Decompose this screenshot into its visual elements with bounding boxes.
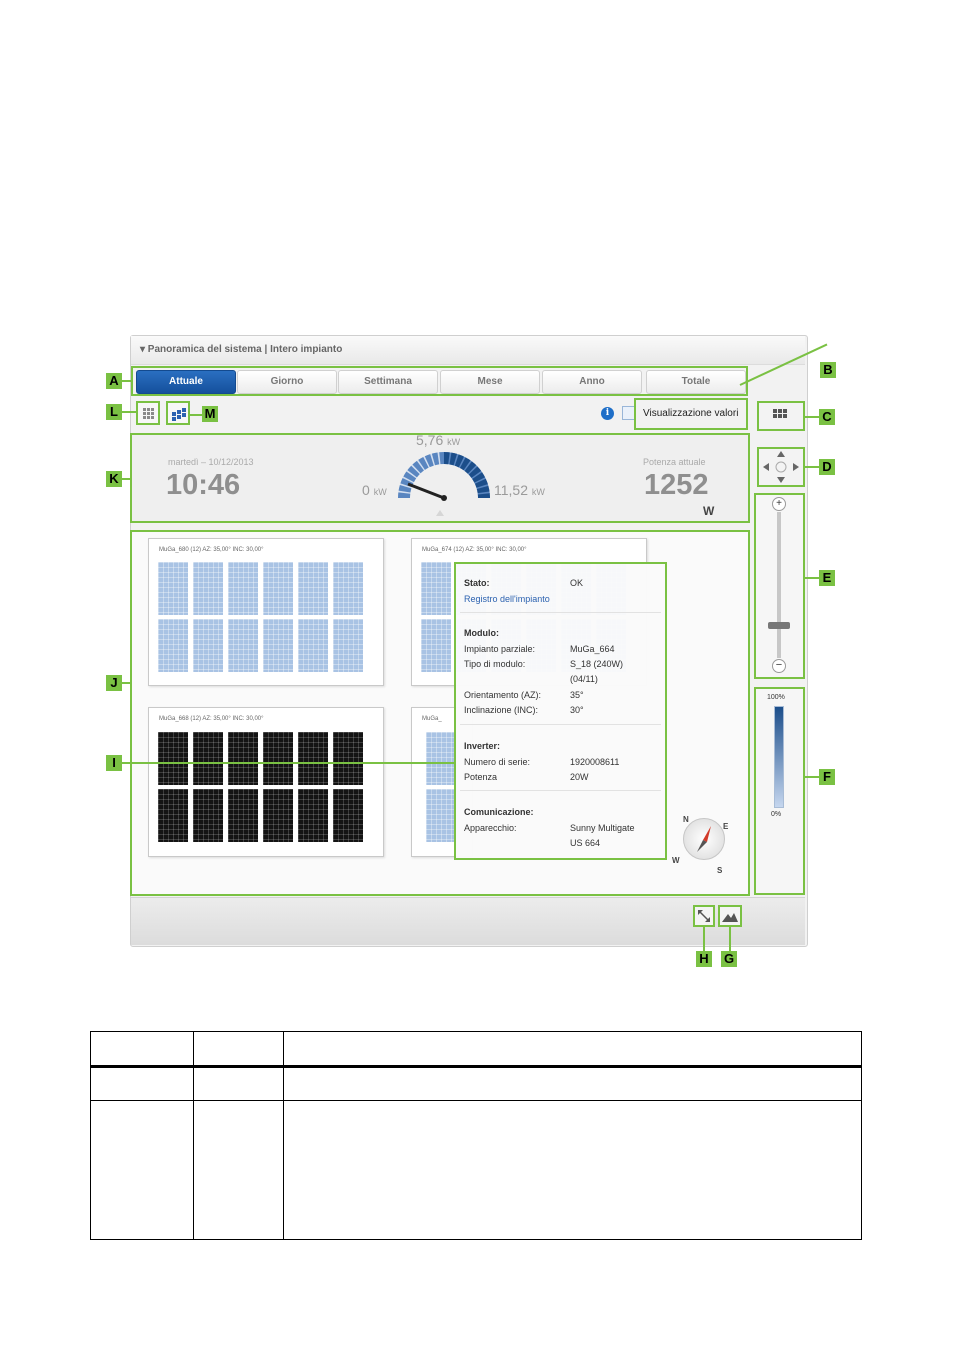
compass-w: W [672, 856, 680, 865]
leader-k [122, 478, 131, 480]
compass-e: E [723, 822, 729, 831]
leader-i [122, 762, 454, 764]
power-scale-bar [774, 706, 784, 808]
module-group-title: MuGa_ [422, 716, 442, 722]
inverter-power-value: 20W [570, 772, 589, 782]
inverter-heading: Inverter: [464, 741, 501, 751]
callout-i: I [106, 755, 122, 771]
scale-bottom-label: 0% [771, 811, 782, 818]
tab-anno[interactable]: Anno [542, 370, 642, 394]
callout-g: G [721, 951, 737, 967]
leader-d [805, 466, 819, 468]
module-group-title: MuGa_674 (12) AZ: 35,00° INC: 30,00° [422, 547, 527, 553]
compass-needle [683, 818, 725, 860]
leader-h [703, 927, 705, 951]
module-group-680[interactable] [148, 538, 384, 686]
tab-mese[interactable]: Mese [440, 370, 540, 394]
gauge-max-unit: kW [447, 437, 461, 447]
grid-icon [138, 403, 158, 423]
device-label: Apparecchio: [464, 823, 517, 833]
callout-k: K [106, 471, 122, 487]
tab-settimana[interactable]: Settimana [338, 370, 438, 394]
callout-l: L [106, 404, 122, 420]
current-power-label: Potenza attuale [643, 457, 706, 467]
compass-n: N [683, 815, 689, 824]
callout-b: B [820, 362, 836, 378]
tab-attuale[interactable]: Attuale [136, 370, 236, 394]
leader-m [190, 414, 202, 416]
leader-c [805, 416, 819, 418]
tab-totale[interactable]: Totale [646, 370, 746, 394]
gauge-min-unit: kW [373, 487, 387, 497]
serial-value: 1920008611 [570, 757, 620, 767]
subplant-label: Impianto parziale: [464, 644, 536, 654]
module-group-668[interactable] [148, 707, 384, 857]
inclination-value: 30° [570, 705, 584, 715]
device-id: US 664 [570, 838, 601, 848]
subplant-value: MuGa_664 [570, 644, 615, 654]
fullscreen-button[interactable] [693, 905, 715, 927]
gauge-max-number: 5,76 [416, 432, 444, 448]
solar-modules-icon [168, 403, 188, 423]
gauge-needle [408, 484, 444, 498]
landscape-icon [720, 907, 740, 925]
current-power-unit: W [703, 504, 715, 518]
module-heading: Modulo: [464, 628, 499, 638]
pan-control[interactable] [757, 447, 805, 487]
callout-a: A [106, 373, 122, 389]
azimuth-value: 35° [570, 690, 584, 700]
module-type-label: Tipo di modulo: [464, 659, 526, 669]
layout-toggle-button[interactable] [757, 401, 805, 431]
module-type-date: (04/11) [570, 674, 598, 684]
grid-icon [771, 407, 789, 425]
module-group-title: MuGa_680 (12) AZ: 35,00° INC: 30,00° [159, 547, 264, 553]
device-value: Sunny Multigate [570, 823, 635, 833]
compass-s: S [717, 866, 723, 875]
current-power-value: 1252 [644, 469, 709, 501]
value-display-toggle[interactable]: Visualizzazione valori [643, 408, 739, 419]
gauge-right-number: 11,52 [494, 482, 528, 498]
status-value: OK [570, 578, 584, 588]
callout-e: E [819, 570, 835, 586]
pan-arrows-icon [759, 449, 803, 485]
grid-view-button[interactable] [136, 401, 160, 425]
azimuth-label: Orientamento (AZ): [464, 690, 542, 700]
leader-g [729, 927, 731, 951]
plant-log-link[interactable]: Registro dell'impianto [464, 594, 550, 604]
zoom-track[interactable] [777, 512, 781, 658]
module-layout-button[interactable] [166, 401, 190, 425]
zoom-in-button[interactable]: + [772, 497, 786, 511]
module-group-title: MuGa_668 (12) AZ: 35,00° INC: 30,00° [159, 716, 264, 722]
callout-j: J [106, 675, 122, 691]
communication-heading: Comunicazione: [464, 807, 534, 817]
gauge-min-value [362, 482, 387, 498]
module-type-value: S_18 (240W) [570, 659, 624, 669]
module-info-popup [454, 562, 667, 860]
leader-f [805, 776, 819, 778]
gauge-right-unit: kW [531, 487, 545, 497]
current-time: 10:46 [166, 469, 241, 501]
leader-j [122, 682, 131, 684]
gauge-max-value [416, 432, 460, 448]
callout-d: D [819, 459, 835, 475]
callout-f: F [819, 769, 835, 785]
serial-label: Numero di serie: [464, 757, 531, 767]
legend-table [90, 1031, 862, 1240]
info-icon[interactable]: i [601, 407, 614, 420]
leader-a [122, 380, 132, 382]
gauge-right-value [494, 482, 545, 498]
inclination-label: Inclinazione (INC): [464, 705, 539, 715]
current-date: martedì – 10/12/2013 [168, 457, 254, 467]
callout-h: H [696, 951, 712, 967]
callout-m: M [202, 406, 218, 422]
callout-c: C [819, 409, 835, 425]
power-gauge [396, 450, 492, 522]
tab-giorno[interactable]: Giorno [237, 370, 337, 394]
expand-icon [695, 907, 713, 925]
zoom-thumb[interactable] [768, 622, 790, 629]
panel-title[interactable]: ▾ Panoramica del sistema | Intero impianto [140, 344, 343, 355]
inverter-power-label: Potenza [464, 772, 498, 782]
zoom-out-button[interactable]: − [772, 659, 786, 673]
status-heading: Stato: [464, 578, 490, 588]
terrain-view-button[interactable] [718, 905, 742, 927]
scale-top-label: 100% [767, 694, 785, 701]
leader-e [805, 577, 819, 579]
gauge-min-number: 0 [362, 482, 370, 498]
leader-l [122, 411, 136, 413]
